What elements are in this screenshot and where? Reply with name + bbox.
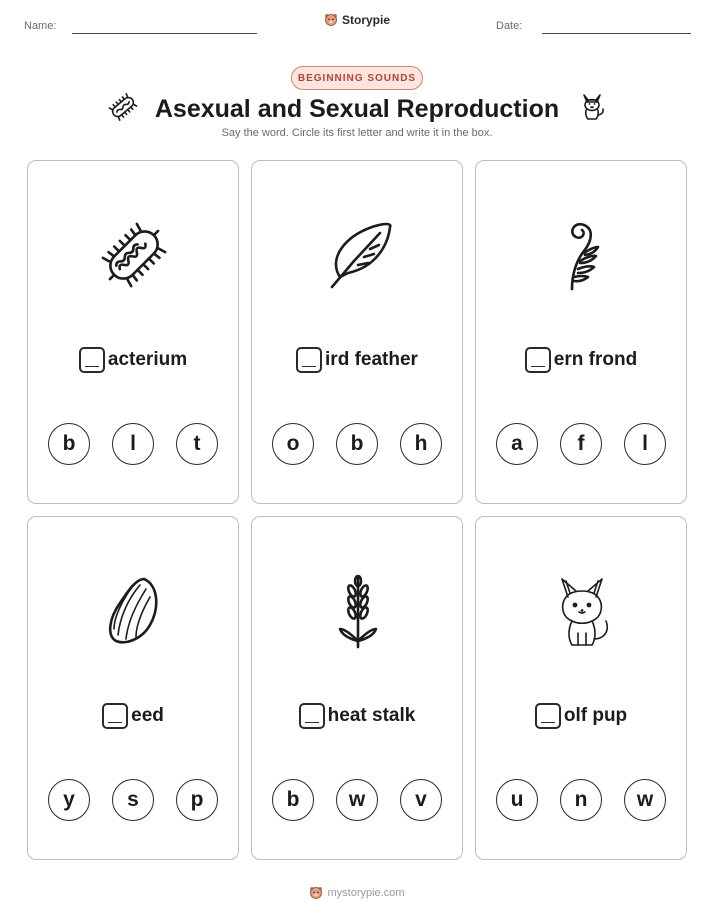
word-ending: eed xyxy=(131,705,164,726)
answer-box[interactable] xyxy=(299,703,325,729)
letter-choice[interactable]: l xyxy=(112,423,154,465)
bacterium-icon xyxy=(84,205,184,305)
answer-blank xyxy=(302,366,316,368)
answer-blank xyxy=(108,722,122,724)
worksheet-header xyxy=(0,0,714,50)
word-card xyxy=(251,160,463,504)
brand xyxy=(0,13,714,32)
date-label: Date: xyxy=(496,20,523,32)
letter-choice[interactable]: y xyxy=(48,779,90,821)
word-card xyxy=(475,516,687,860)
feather-icon xyxy=(308,205,408,305)
letter-choice[interactable]: f xyxy=(560,423,602,465)
date-line[interactable] xyxy=(542,33,691,34)
answer-blank xyxy=(85,366,99,368)
word-row xyxy=(28,347,238,373)
fern-frond-icon xyxy=(532,205,632,305)
letter-choice[interactable]: w xyxy=(336,779,378,821)
letter-choices xyxy=(28,423,238,465)
instructions: Say the word. Circle its first letter and write it in the box. xyxy=(221,127,493,139)
letter-choice[interactable]: w xyxy=(624,779,666,821)
letter-choices xyxy=(252,423,462,465)
name-line[interactable] xyxy=(72,33,257,34)
word-row xyxy=(476,703,686,729)
word-card xyxy=(475,160,687,504)
letter-choice[interactable]: b xyxy=(336,423,378,465)
letter-choice[interactable]: l xyxy=(624,423,666,465)
letter-choice[interactable]: s xyxy=(112,779,154,821)
letter-choices xyxy=(252,779,462,821)
answer-blank xyxy=(531,366,545,368)
letter-choice[interactable]: a xyxy=(496,423,538,465)
footer xyxy=(0,886,714,903)
category-badge: BEGINNING SOUNDS xyxy=(291,66,423,90)
name-label: Name: xyxy=(24,20,57,32)
letter-choices xyxy=(476,779,686,821)
brand-name: Storypie xyxy=(341,13,390,27)
word-ending: heat stalk xyxy=(327,705,416,726)
word-card xyxy=(27,516,239,860)
word-ending: olf pup xyxy=(563,705,628,726)
letter-choice[interactable]: b xyxy=(48,423,90,465)
word-row xyxy=(252,347,462,373)
answer-box[interactable] xyxy=(535,703,561,729)
letter-choice[interactable]: u xyxy=(496,779,538,821)
answer-box[interactable] xyxy=(296,347,322,373)
footer-url[interactable]: mystorypie.com xyxy=(327,887,405,899)
letter-choices xyxy=(28,779,238,821)
answer-box[interactable] xyxy=(102,703,128,729)
letter-choice[interactable]: h xyxy=(400,423,442,465)
seed-icon xyxy=(84,561,184,661)
word-card xyxy=(27,160,239,504)
bear-mascot-icon xyxy=(324,13,338,27)
answer-box[interactable] xyxy=(79,347,105,373)
word-row xyxy=(28,703,238,729)
word-ending: ird feather xyxy=(325,349,418,370)
letter-choice[interactable]: b xyxy=(272,779,314,821)
word-row xyxy=(252,703,462,729)
wheat-stalk-icon xyxy=(308,561,408,661)
letter-choices xyxy=(476,423,686,465)
answer-box[interactable] xyxy=(525,347,551,373)
wolf-pup-icon xyxy=(576,91,608,123)
word-card xyxy=(251,516,463,860)
word-ending: acterium xyxy=(107,349,188,370)
word-ending: ern frond xyxy=(553,349,638,370)
page-title: Asexual and Sexual Reproduction xyxy=(154,95,560,123)
letter-choice[interactable]: v xyxy=(400,779,442,821)
letter-choice[interactable]: n xyxy=(560,779,602,821)
bear-mascot-icon xyxy=(309,886,323,900)
word-row xyxy=(476,347,686,373)
answer-blank xyxy=(541,722,555,724)
answer-blank xyxy=(305,722,319,724)
letter-choice[interactable]: p xyxy=(176,779,218,821)
letter-choice[interactable]: t xyxy=(176,423,218,465)
letter-choice[interactable]: o xyxy=(272,423,314,465)
wolf-pup-icon xyxy=(532,561,632,661)
